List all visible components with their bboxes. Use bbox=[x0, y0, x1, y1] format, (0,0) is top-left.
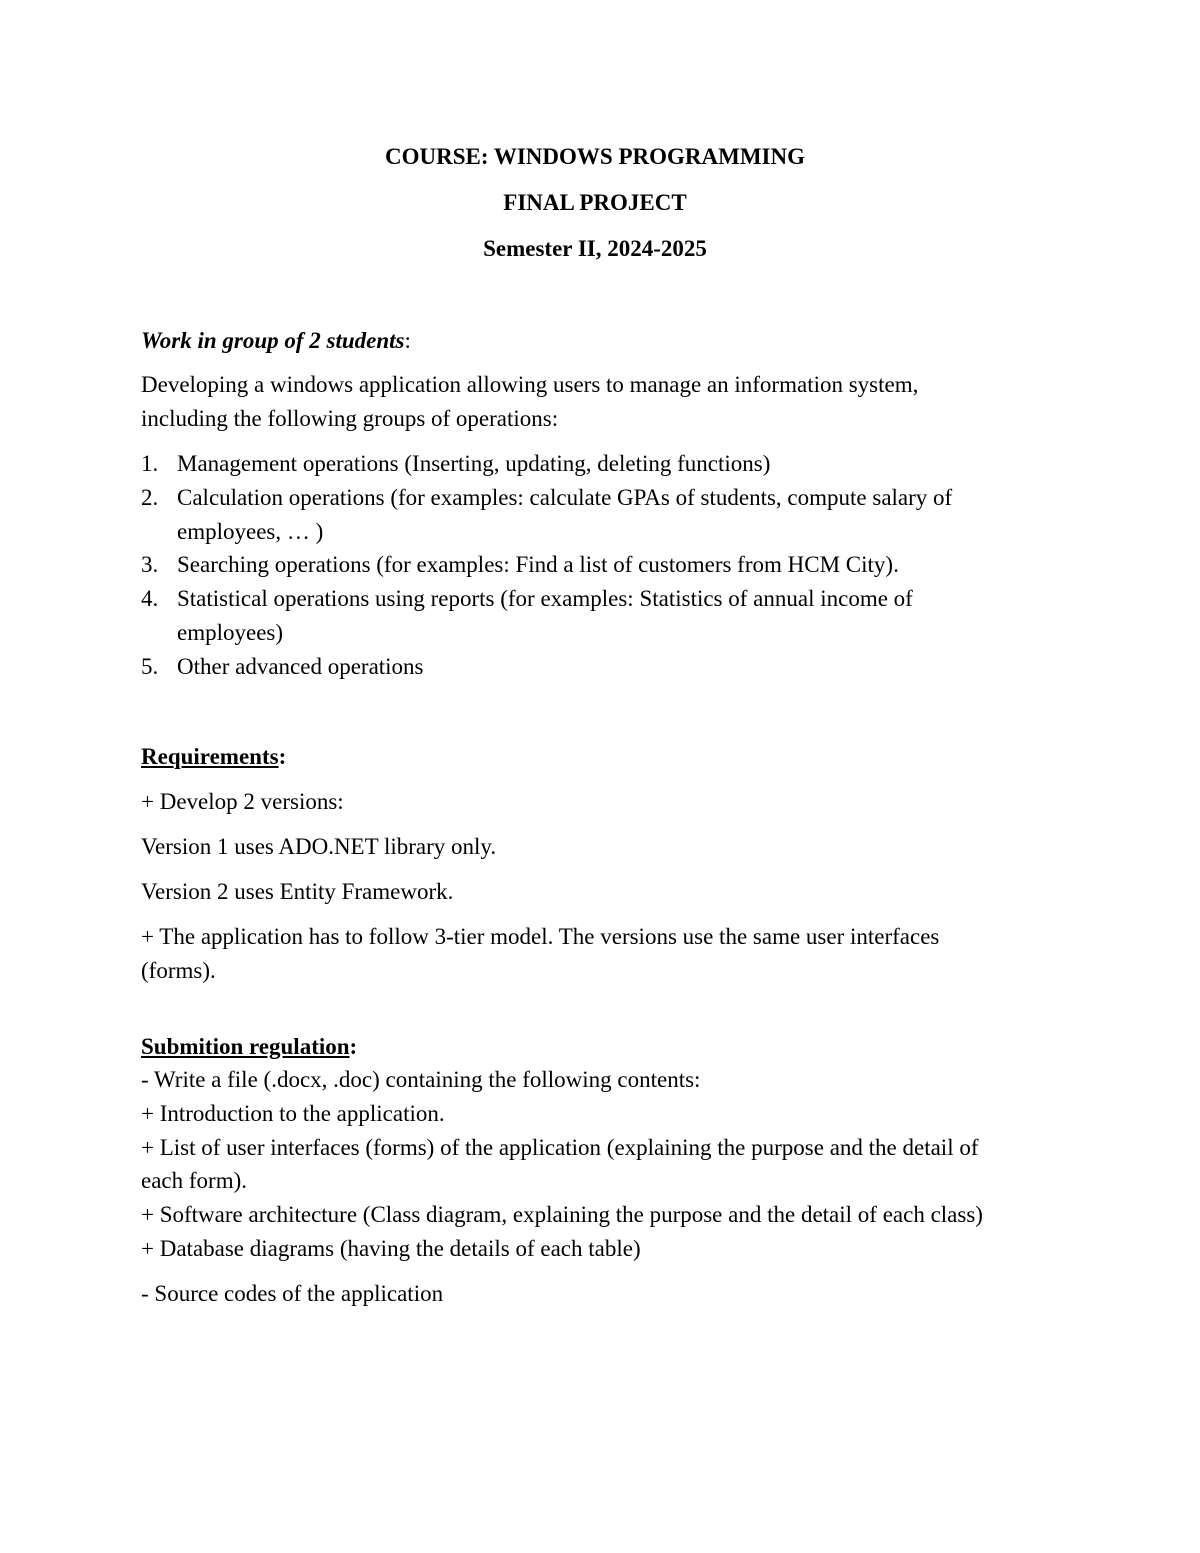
list-item-number: 4. bbox=[141, 586, 159, 611]
submission-label: Submition regulation bbox=[141, 1034, 350, 1059]
develop-line: + Develop 2 versions: bbox=[141, 789, 344, 814]
source-code-line: - Source codes of the application bbox=[141, 1281, 444, 1306]
ui-list-line-2: each form). bbox=[141, 1168, 247, 1193]
requirements-heading bbox=[141, 740, 286, 774]
tier-line-2: (forms). bbox=[141, 958, 216, 983]
list-item: Other advanced operations bbox=[177, 654, 424, 679]
list-item-number: 5. bbox=[141, 654, 159, 679]
version-2-line: Version 2 uses Entity Framework. bbox=[141, 879, 454, 904]
requirements-label: Requirements bbox=[141, 744, 279, 769]
tier-line-1: + The application has to follow 3-tier model. The versions use the same user interfaces bbox=[141, 924, 940, 949]
list-item-continuation: employees) bbox=[177, 620, 284, 645]
list-item: Calculation operations (for examples: calculate GPAs of students, compute salary of bbox=[177, 485, 953, 510]
list-item: Statistical operations using reports (for examples: Statistics of annual income of bbox=[177, 586, 913, 611]
group-colon: : bbox=[404, 328, 411, 353]
group-heading bbox=[141, 324, 411, 358]
architecture-line: + Software architecture (Class diagram, explaining the purpose and the detail of each class) bbox=[141, 1202, 983, 1227]
semester-title: Semester II, 2024-2025 bbox=[483, 236, 707, 261]
submission-heading bbox=[141, 1030, 357, 1064]
version-1-line: Version 1 uses ADO.NET library only. bbox=[141, 834, 497, 859]
requirements-colon: : bbox=[278, 744, 287, 769]
write-file-line: - Write a file (.docx, .doc) containing the following contents: bbox=[141, 1067, 701, 1092]
list-item-continuation: employees, … ) bbox=[177, 519, 324, 544]
intro-app-line: + Introduction to the application. bbox=[141, 1101, 445, 1126]
project-title: FINAL PROJECT bbox=[503, 190, 687, 215]
group-label: Work in group of 2 students bbox=[141, 328, 405, 353]
submission-colon: : bbox=[349, 1034, 358, 1059]
list-item: Management operations (Inserting, updating, deleting functions) bbox=[177, 451, 771, 476]
list-item-number: 3. bbox=[141, 552, 159, 577]
list-item-number: 1. bbox=[141, 451, 159, 476]
intro-paragraph-line-2: including the following groups of operations: bbox=[141, 406, 559, 431]
database-line: + Database diagrams (having the details of each table) bbox=[141, 1236, 641, 1261]
list-item: Searching operations (for examples: Find a list of customers from HCM City). bbox=[177, 552, 899, 577]
course-title: COURSE: WINDOWS PROGRAMMING bbox=[385, 144, 805, 169]
ui-list-line-1: + List of user interfaces (forms) of the application (explaining the purpose and the detail of bbox=[141, 1135, 979, 1160]
intro-paragraph-line-1: Developing a windows application allowing users to manage an information system, bbox=[141, 372, 919, 397]
list-item-number: 2. bbox=[141, 485, 159, 510]
